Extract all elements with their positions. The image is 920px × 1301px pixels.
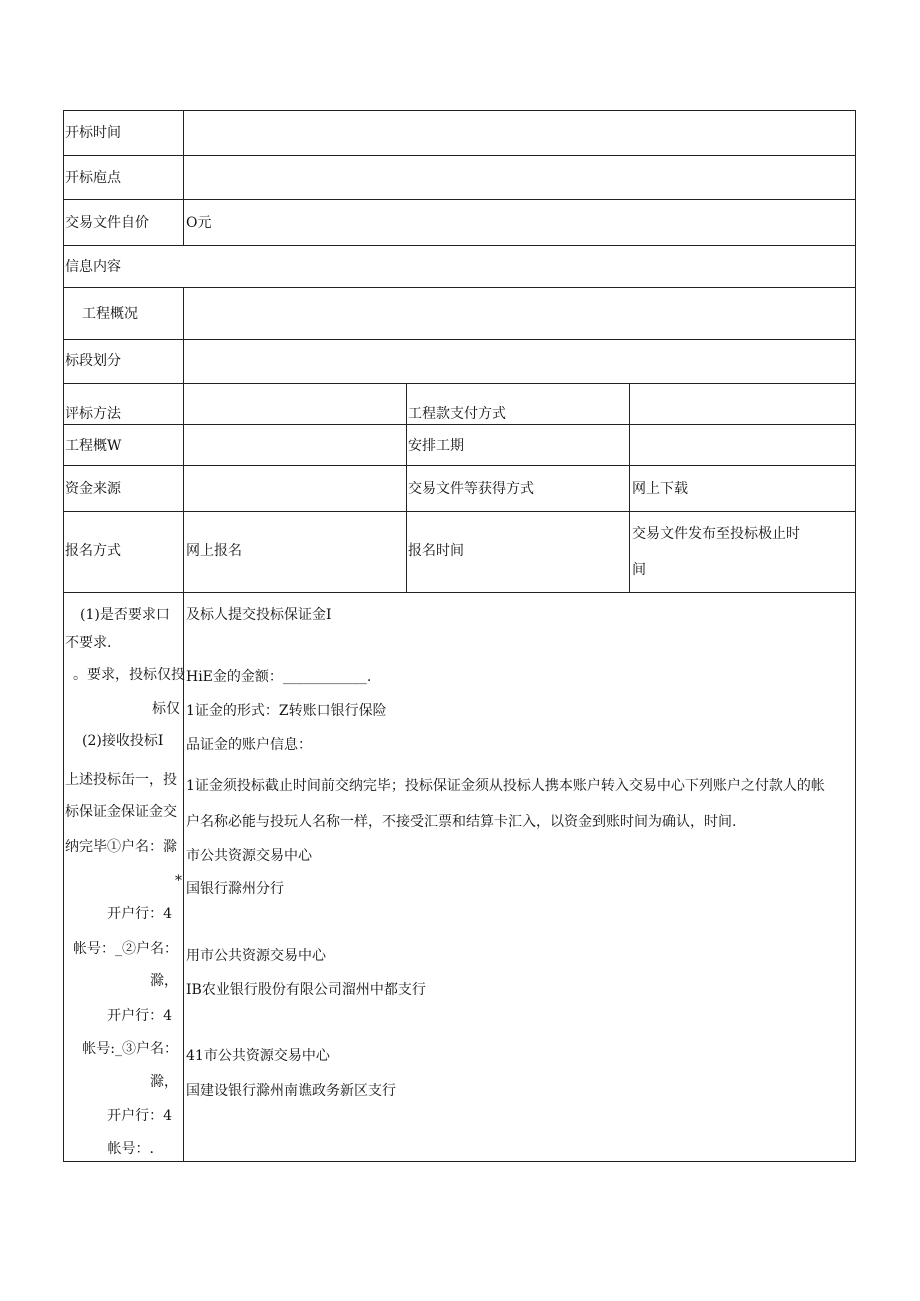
registration-time-label: 报名时间 (408, 543, 464, 559)
opening-place-label: 开标庖点 (65, 170, 121, 186)
deposit-left-line: 开户行：4 (107, 1108, 172, 1124)
deposit-left-line: 开户行：4 (107, 906, 172, 922)
deposit-left-line: 标仅 (152, 701, 180, 717)
deposit-left-line: (1)是否要求口 (80, 607, 170, 623)
evaluation-method-label: 评标方法 (65, 406, 121, 422)
payment-method-label: 工程款支付方式 (408, 406, 506, 422)
section-division-label: 标段划分 (65, 353, 121, 369)
opening-time-label: 开标时间 (65, 125, 121, 141)
project-w-label: 工程概W (65, 438, 122, 454)
deposit-left-line: 开户行：4 (107, 1008, 172, 1024)
deposit-right-line: 户名称必能与投玩人名称一样，不接受汇票和结算卡汇入，以资金到账时间为确认，时间. (186, 814, 737, 830)
deposit-right-line: 1证金须投标截止时间前交纳完毕；投标保证金须从投标人携本账户转入交易中心下列账户之付款人的帐 (186, 778, 825, 794)
row-divider (63, 245, 856, 246)
project-overview-label: 工程概况 (82, 306, 138, 322)
deposit-right-line: 及标人提交投标保证金I (186, 607, 332, 623)
row-divider (63, 592, 856, 593)
row-divider (63, 424, 856, 425)
registration-method-label: 报名方式 (65, 543, 121, 559)
deposit-right-line: 国建设银行滁州南谯政务新区支行 (186, 1083, 396, 1099)
fund-source-label: 资金来源 (65, 481, 121, 497)
deposit-left-line: 。要求，投标仅投 (73, 667, 185, 683)
doc-acquire-value: 网上下载 (632, 481, 688, 497)
deposit-left-line: 滁， (150, 973, 178, 989)
deposit-left-line: 标保证金保证金交 (65, 804, 177, 820)
registration-time-value-line2: 间 (632, 562, 646, 578)
row-divider (63, 465, 856, 466)
deposit-right-line: 国银行滁州分行 (186, 881, 284, 897)
deposit-left-line: 帐号：. (107, 1141, 154, 1157)
row-divider (63, 155, 856, 156)
deposit-left-line: 纳完毕①户名：滁 (65, 839, 177, 855)
schedule-label: 安排工期 (408, 438, 464, 454)
registration-time-value-line1: 交易文件发布至投标极止时 (632, 526, 800, 542)
row-divider (63, 339, 856, 340)
row-divider (63, 199, 856, 200)
deposit-right-line: 1证金的形式：Z转账口银行保险 (186, 703, 387, 719)
deposit-right-line: 品证金的账户信息： (186, 737, 312, 753)
deposit-left-line: 滁， (150, 1074, 178, 1090)
info-table (63, 110, 856, 1162)
deposit-right-line: 41市公共资源交易中心 (186, 1048, 330, 1064)
deposit-right-line: 用市公共资源交易中心 (186, 948, 326, 964)
deposit-left-line: 帐号:_③户名： (82, 1041, 178, 1057)
deposit-left-line: 帐号：_②户名： (73, 941, 178, 957)
row-divider (63, 511, 856, 512)
deposit-left-line: * (175, 873, 182, 889)
deposit-left-line: 上述投标缶一，投 (65, 772, 177, 788)
deposit-left-line: (2)接收投标I (82, 733, 164, 749)
deposit-right-line: IB农业银行股份有限公司溜州中都支行 (186, 982, 426, 998)
registration-method-value: 网上报名 (186, 543, 242, 559)
doc-price-label: 交易文件自价 (65, 215, 149, 231)
deposit-left-line: 不要求. (65, 635, 112, 651)
column-divider (183, 110, 184, 245)
column-divider (183, 287, 184, 1162)
deposit-right-line: HiE金的金额：____________. (186, 669, 372, 685)
column-divider (406, 383, 407, 592)
doc-price-value: O元 (186, 215, 212, 231)
deposit-right-line: 市公共资源交易中心 (186, 848, 312, 864)
row-divider (63, 383, 856, 384)
column-divider (629, 383, 630, 592)
info-content-label: 信息内容 (65, 259, 121, 275)
row-divider (63, 287, 856, 288)
doc-acquire-label: 交易文件等获得方式 (408, 481, 534, 497)
